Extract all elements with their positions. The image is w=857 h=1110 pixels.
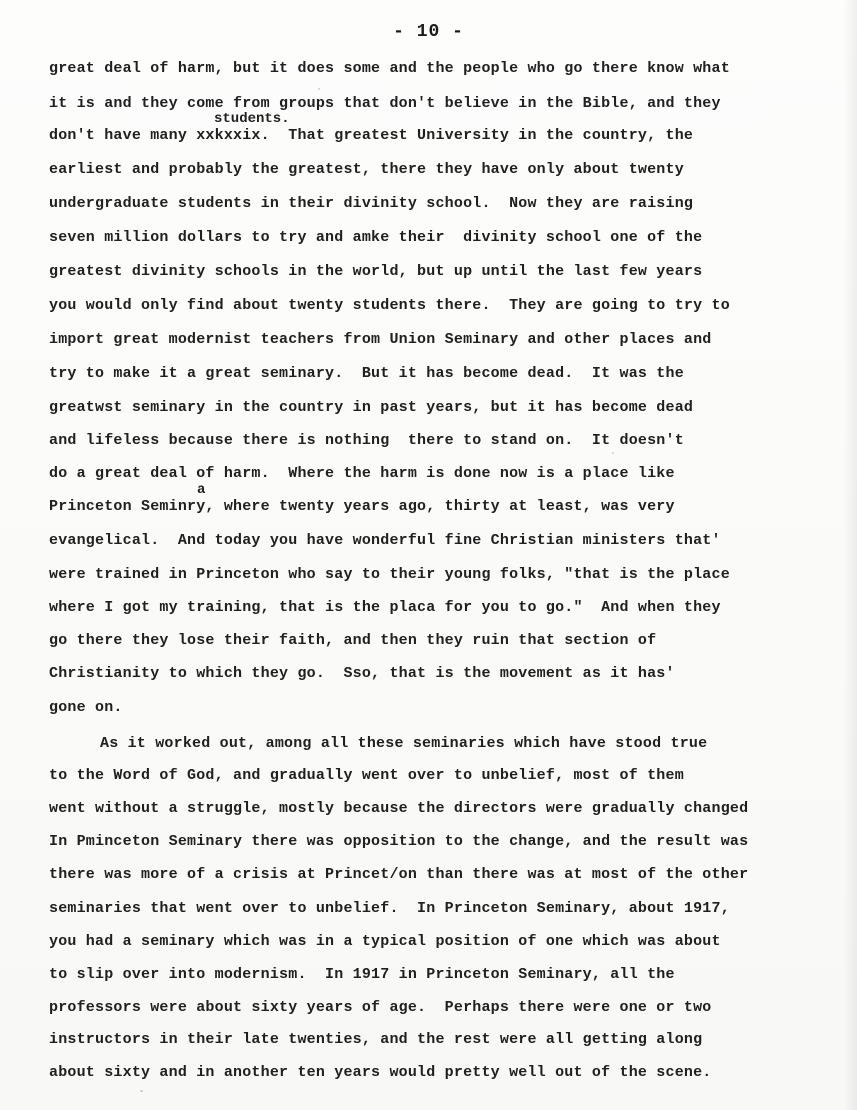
interlinear-insertion-students: students. [214, 111, 290, 127]
page-number: - 10 - [393, 22, 464, 42]
text-line-5: undergraduate students in their divinity school. Now they are raising [49, 195, 694, 212]
text-line-28: to slip over into modernism. In 1917 in Princeton Seminary, all the [49, 966, 675, 983]
text-line-13: do a great deal of harm. Where the harm is done now is a place like [49, 465, 675, 482]
text-line-17: where I got my training, that is the placa for you to go." And when they [49, 599, 721, 616]
text-line-14: Princeton Seminry, where twenty years ago, thirty at least, was very [49, 498, 675, 515]
paper-speck [318, 88, 320, 90]
interlinear-insertion-a: a [197, 482, 206, 498]
text-line-23: went without a struggle, mostly because the directors were gradually changed [49, 800, 749, 817]
text-line-22: to the Word of God, and gradually went over to unbelief, most of them [49, 767, 684, 784]
text-line-21: As it worked out, among all these seminaries which have stood true [100, 735, 708, 752]
text-line-27: you had a seminary which was in a typical position of one which was about [49, 933, 721, 950]
text-line-3: don't have many xxkxxix. That greatest University in the country, the [49, 127, 694, 144]
text-line-16: were trained in Princeton who say to their young folks, "that is the place [49, 566, 730, 583]
text-line-30: instructors in their late twenties, and the rest were all getting along [49, 1031, 703, 1048]
text-line-15: evangelical. And today you have wonderful fine Christian ministers that' [49, 532, 721, 549]
page-edge-shadow [843, 0, 857, 1110]
text-line-26: seminaries that went over to unbelief. In Princeton Seminary, about 1917, [49, 900, 730, 917]
text-line-4: earliest and probably the greatest, there they have only about twenty [49, 161, 684, 178]
text-line-1: great deal of harm, but it does some and the people who go there know what [49, 60, 730, 77]
text-line-25: there was more of a crisis at Princet/on than there was at most of the other [49, 866, 749, 883]
text-line-7: greatest divinity schools in the world, but up until the last few years [49, 263, 703, 280]
text-line-2: it is and they come from groups that don't believe in the Bible, and they [49, 95, 721, 112]
text-line-6: seven million dollars to try and amke their divinity school one of the [49, 229, 703, 246]
text-line-18: go there they lose their faith, and then they ruin that section of [49, 632, 657, 649]
text-line-31: about sixty and in another ten years would pretty well out of the scene. [49, 1064, 712, 1081]
paper-speck [612, 452, 614, 454]
text-line-8: you would only find about twenty students there. They are going to try to [49, 297, 730, 314]
text-line-20: gone on. [49, 699, 123, 716]
text-line-9: import great modernist teachers from Union Seminary and other places and [49, 331, 712, 348]
text-line-11: greatwst seminary in the country in past years, but it has become dead [49, 399, 694, 416]
text-line-12: and lifeless because there is nothing there to stand on. It doesn't [49, 432, 684, 449]
text-line-19: Christianity to which they go. Sso, that is the movement as it has' [49, 665, 675, 682]
text-line-10: try to make it a great seminary. But it has become dead. It was the [49, 365, 684, 382]
text-line-29: professors were about sixty years of age. Perhaps there were one or two [49, 999, 712, 1016]
text-line-24: In Pminceton Seminary there was opposition to the change, and the result was [49, 833, 749, 850]
paper-speck [140, 1090, 143, 1092]
